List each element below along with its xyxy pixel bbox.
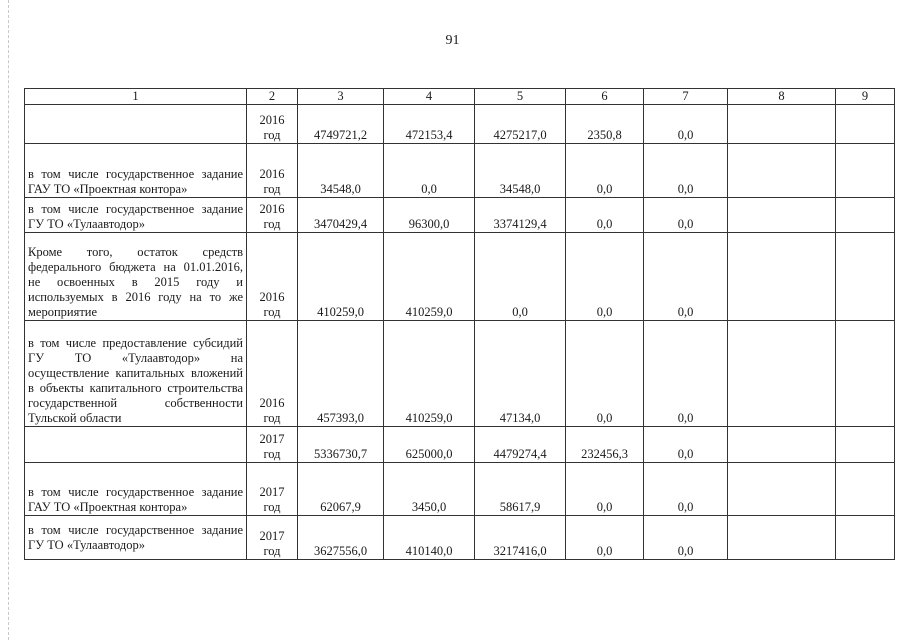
value-cell: 34548,0 [298, 144, 384, 198]
value-cell [728, 144, 836, 198]
row-description: в том числе государственное задание ГАУ ТО «Проектная контора» [25, 463, 247, 516]
value-cell: 0,0 [644, 427, 728, 463]
value-cell [728, 427, 836, 463]
row-description: в том числе государственное задание ГУ ТО «Тулаавтодор» [25, 198, 247, 233]
value-cell: 3217416,0 [475, 516, 566, 560]
value-cell: 62067,9 [298, 463, 384, 516]
table-row [25, 198, 895, 233]
value-cell: 410140,0 [384, 516, 475, 560]
value-cell [836, 321, 895, 427]
value-cell: 3470429,4 [298, 198, 384, 233]
header-row [25, 89, 895, 105]
value-cell: 5336730,7 [298, 427, 384, 463]
value-cell: 0,0 [475, 233, 566, 321]
value-cell: 0,0 [566, 516, 644, 560]
value-cell [836, 463, 895, 516]
value-cell [728, 105, 836, 144]
row-description: в том числе государственное задание ГАУ ТО «Проектная контора» [25, 144, 247, 198]
column-header: 5 [475, 89, 566, 105]
value-cell: 0,0 [384, 144, 475, 198]
value-cell [836, 144, 895, 198]
row-description [25, 427, 247, 463]
value-cell [728, 321, 836, 427]
value-cell [836, 516, 895, 560]
value-cell [728, 198, 836, 233]
table-row [25, 321, 895, 427]
value-cell: 0,0 [566, 233, 644, 321]
value-cell: 625000,0 [384, 427, 475, 463]
row-description [25, 105, 247, 144]
row-description: Кроме того, остаток средств федерального бюджета на 01.01.2016, не освоенных в 2015 году и используемых в 2016 году на то же мероприятие [25, 233, 247, 321]
value-cell: 3627556,0 [298, 516, 384, 560]
column-header: 1 [25, 89, 247, 105]
row-year: 2016 год [247, 233, 298, 321]
row-year: 2016 год [247, 105, 298, 144]
row-year: 2017 год [247, 463, 298, 516]
value-cell: 4479274,4 [475, 427, 566, 463]
value-cell [836, 198, 895, 233]
value-cell: 0,0 [644, 198, 728, 233]
value-cell: 4749721,2 [298, 105, 384, 144]
column-header: 4 [384, 89, 475, 105]
value-cell: 472153,4 [384, 105, 475, 144]
value-cell: 4275217,0 [475, 105, 566, 144]
value-cell: 410259,0 [298, 233, 384, 321]
value-cell: 0,0 [644, 321, 728, 427]
value-cell: 58617,9 [475, 463, 566, 516]
column-header: 8 [728, 89, 836, 105]
page-number: 91 [445, 33, 460, 48]
row-year: 2016 год [247, 198, 298, 233]
scan-edge-line [8, 0, 9, 640]
value-cell: 3450,0 [384, 463, 475, 516]
value-cell: 96300,0 [384, 198, 475, 233]
value-cell [836, 105, 895, 144]
row-year: 2017 год [247, 427, 298, 463]
column-header: 3 [298, 89, 384, 105]
value-cell: 232456,3 [566, 427, 644, 463]
column-header: 2 [247, 89, 298, 105]
row-year: 2016 год [247, 321, 298, 427]
table-row [25, 463, 895, 516]
row-description: в том числе государственное задание ГУ ТО «Тулаавтодор» [25, 516, 247, 560]
value-cell [728, 463, 836, 516]
value-cell: 0,0 [644, 105, 728, 144]
value-cell: 0,0 [566, 321, 644, 427]
table-row [25, 144, 895, 198]
table-row [25, 105, 895, 144]
value-cell: 0,0 [644, 233, 728, 321]
value-cell: 0,0 [566, 144, 644, 198]
value-cell: 0,0 [566, 198, 644, 233]
value-cell: 34548,0 [475, 144, 566, 198]
value-cell: 457393,0 [298, 321, 384, 427]
value-cell [728, 233, 836, 321]
value-cell: 0,0 [566, 463, 644, 516]
value-cell [728, 516, 836, 560]
budget-table [24, 88, 895, 560]
value-cell: 2350,8 [566, 105, 644, 144]
value-cell [836, 427, 895, 463]
value-cell: 0,0 [644, 463, 728, 516]
table-row [25, 516, 895, 560]
value-cell: 0,0 [644, 144, 728, 198]
value-cell: 3374129,4 [475, 198, 566, 233]
value-cell: 47134,0 [475, 321, 566, 427]
table-row [25, 233, 895, 321]
value-cell: 410259,0 [384, 233, 475, 321]
row-year: 2016 год [247, 144, 298, 198]
column-header: 9 [836, 89, 895, 105]
value-cell: 0,0 [644, 516, 728, 560]
table-row [25, 427, 895, 463]
column-header: 7 [644, 89, 728, 105]
value-cell [836, 233, 895, 321]
row-description: в том числе предоставление субсидий ГУ ТО «Тулаавтодор» на осуществление капитальных вложений в объекты капитального строительства государственной собственности Тульской области [25, 321, 247, 427]
row-year: 2017 год [247, 516, 298, 560]
column-header: 6 [566, 89, 644, 105]
value-cell: 410259,0 [384, 321, 475, 427]
